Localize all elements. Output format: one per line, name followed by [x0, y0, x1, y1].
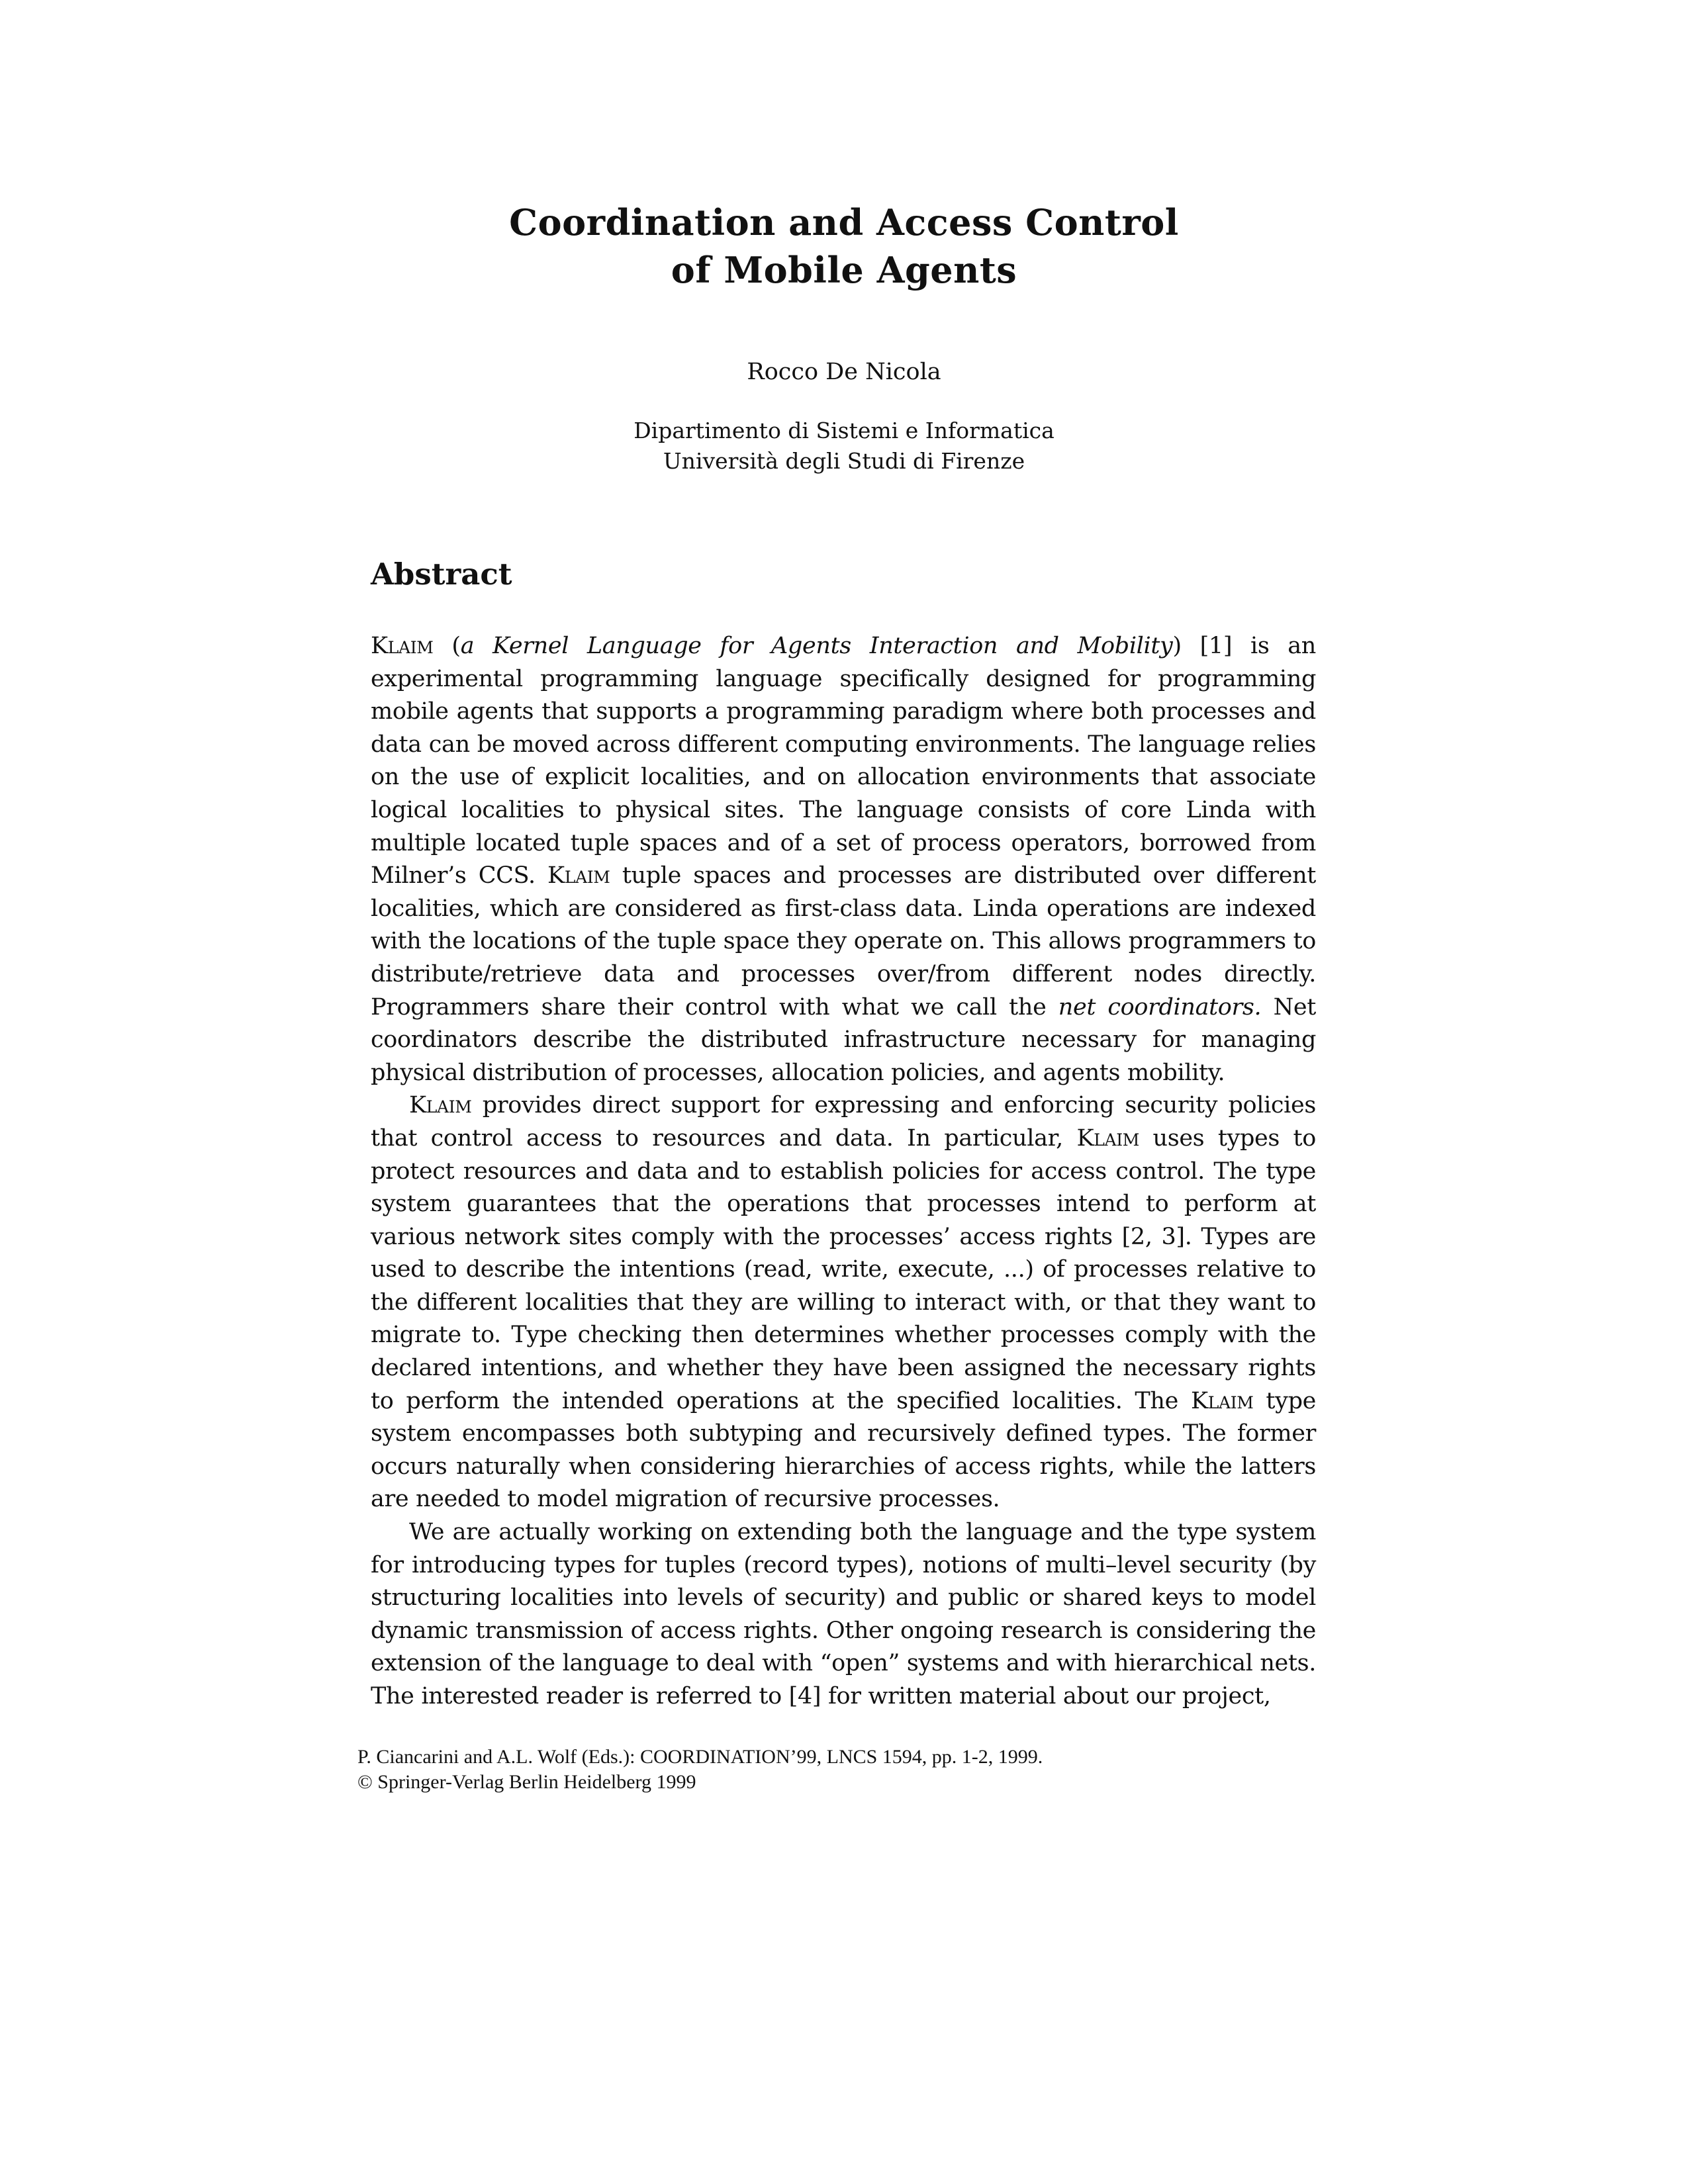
- title-line-2: of Mobile Agents: [671, 249, 1017, 291]
- klaim-name: Klaim: [409, 1092, 472, 1119]
- klaim-name: Klaim: [547, 862, 610, 889]
- footer-copyright: © Springer-Verlag Berlin Heidelberg 1999: [357, 1771, 696, 1793]
- abstract-body: [371, 630, 1316, 1713]
- paper-title: [0, 199, 1688, 294]
- net-coordinators-term: net coordinators.: [1058, 993, 1262, 1021]
- abstract-heading: Abstract: [371, 557, 512, 592]
- paragraph-text: uses types to protect resources and data and to establish policies for access control. The type system guarantees that the operations that processes intend to perform at various network sites comply with the processes’ access rights [2, 3]. Types are used to describe the intentions (read, write, execute, ...) of processes relative to the different localities that they are willing to interact with, or that they want to migrate to. Type checking then determines whether processes comply with the declared intentions, and whether they have been assigned the necessary rights to perform the intended operations at the specified localities. The: [371, 1124, 1316, 1414]
- affiliation-department: Dipartimento di Sistemi e Informatica: [633, 418, 1055, 443]
- author-affiliation: [0, 416, 1688, 477]
- klaim-name: Klaim: [1190, 1387, 1254, 1414]
- paragraph-text: tuple spaces and processes are distributed over different localities, which are considered as first-class data. Linda operations are indexed with the locations of the tuple space they operate on. This allows programmers to distribute/retrieve data and processes over/from different nodes directly. Programmers share their control with what we call the: [371, 862, 1316, 1021]
- paragraph-text: provides direct support for expressing and enforcing security policies that control access to resources and data. In particular,: [371, 1092, 1316, 1152]
- page-footer: [357, 1745, 1043, 1795]
- title-line-1: Coordination and Access Control: [509, 201, 1179, 244]
- klaim-expansion: a Kernel Language for Agents Interaction and Mobility: [460, 633, 1173, 659]
- klaim-name: Klaim: [371, 633, 434, 659]
- paragraph-text: (: [433, 633, 461, 659]
- klaim-name: Klaim: [1076, 1124, 1139, 1152]
- paragraph-text: Net coordinators describe the distributed infrastructure necessary for managing physical distribution of processes, allocation policies, and agents mobility.: [371, 993, 1316, 1086]
- author-name: Rocco De Nicola: [747, 359, 941, 385]
- abstract-paragraph-2: [371, 1089, 1316, 1516]
- abstract-paragraph-1: [371, 630, 1316, 1089]
- paragraph-text: ) [1] is an experimental programming language specifically designed for programming mobile agents that supports a programming paradigm where both processes and data can be moved across different computing environments. The language relies on the use of explicit localities, and on allocation environments that associate logical localities to physical sites. The language consists of core Linda with multiple located tuple spaces and of a set of process operators, borrowed from Milner’s CCS.: [371, 633, 1316, 889]
- footer-citation: P. Ciancarini and A.L. Wolf (Eds.): COORDINATION’99, LNCS 1594, pp. 1-2, 1999.: [357, 1746, 1043, 1768]
- abstract-paragraph-3: We are actually working on extending both the language and the type system for introducing types for tuples (record types), notions of multi–level security (by structuring localities into levels of security) and public or shared keys to model dynamic transmission of access rights. Other ongoing research is considering the extension of the language to deal with “open” systems and with hierarchical nets. The interested reader is referred to [4] for written material about our project,: [371, 1519, 1316, 1709]
- affiliation-university: Università degli Studi di Firenze: [663, 448, 1025, 474]
- paragraph-text: type system encompasses both subtyping and recursively defined types. The former occurs naturally when considering hierarchies of access rights, while the latters are needed to model migration of recursive processes.: [371, 1387, 1316, 1513]
